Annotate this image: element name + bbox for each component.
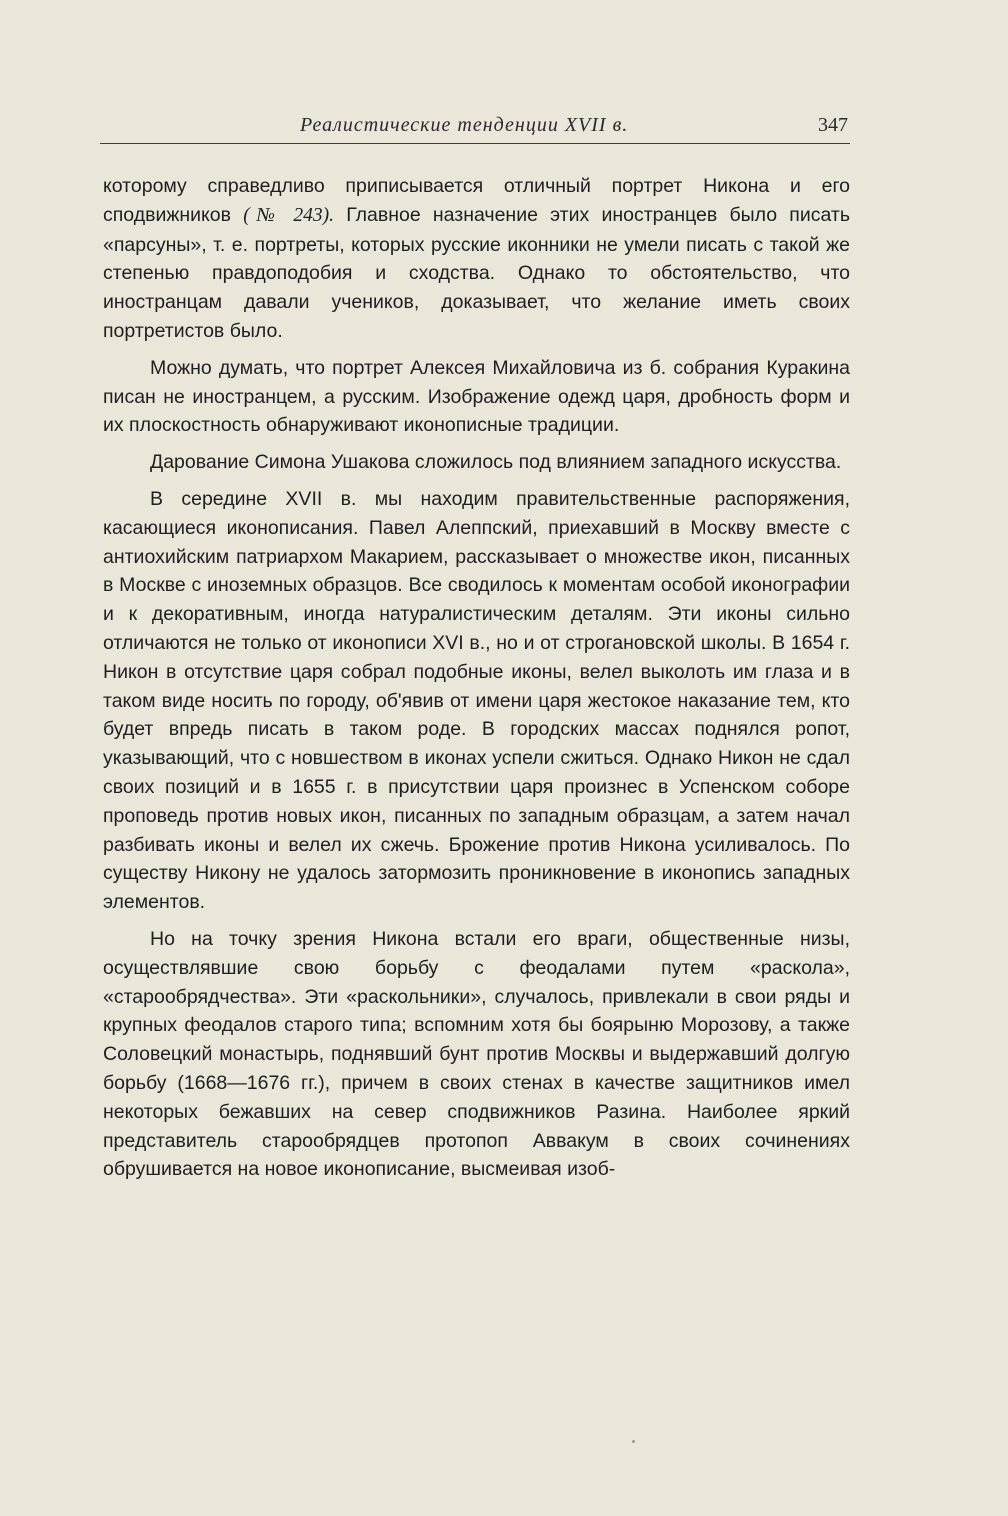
page-number: 347 (818, 114, 848, 136)
paragraph: Можно думать, что портрет Алексея Михайловича из б. собрания Куракина писан не иностранцем, а русским. Изображение одежд царя, дробность форм и их плоскостность обнаруживают иконописные традиции. (103, 356, 850, 437)
body-text (103, 172, 850, 1192)
paragraph: Дарование Симона Ушакова сложилось под влиянием западного искусства. (150, 451, 842, 474)
paragraph: Но на точку зрения Никона встали его враги, общественные низы, осуществлявшие свою борьбу с феодалами путем «раскола», «старообрядчества». Эти «раскольники», случалось, привлекали в свои ряды и крупных феодалов старого типа; вспомним хотя бы боярыню Морозову, а также Соловецкий монастырь, поднявший бунт против Москвы и выдержавший долгую борьбу (1668—1676 гг.), причем в своих стенах в качестве защитников имел некоторых бежавших на север сподвижников Разина. Наиболее яркий представитель старообрядцев протопоп Аввакум в своих сочинениях обрушивается на новое иконописание, высмеивая изоб- (103, 927, 850, 1181)
paragraph-continued (103, 172, 850, 346)
figure-reference: (№ 243). (243, 204, 334, 226)
running-header (100, 114, 850, 144)
paragraph-text: Главное назначение этих иностранцев было писать «парсуны», т. е. портреты, которых русские иконники не умели писать с такой же степенью правдоподобия и сходства. Однако то обстоятельство, что иностранцам давали учеников, доказывает, что желание иметь своих портретистов было. (103, 203, 851, 342)
header-rule (100, 143, 850, 144)
paper-speck (632, 1440, 635, 1443)
paragraph-text: которому справедливо приписывается отличный портрет Никона и его сподвижников (103, 175, 850, 226)
running-title: Реалистические тенденции XVII в. (300, 114, 629, 136)
paragraph: В середине XVII в. мы находим правительственные распоряжения, касающиеся иконописания. Павел Алеппский, приехавший в Москву вместе с антиохийским патриархом Макарием, рассказывает о множестве икон, писанных в Москве с иноземных образцов. Все сводилось к моментам особой иконографии и к декоративным, иногда натуралистическим деталям. Эти иконы сильно отличаются не только от иконописи XVI в., но и от строгановской школы. В 1654 г. Никон в отсутствие царя собрал подобные иконы, велел выколоть им глаза и в таком виде носить по городу, об'явив от имени царя жестокое наказание тем, кто будет впредь писать в таком роде. В городских массах поднялся ропот, указывающий, что с новшеством в иконах успели сжиться. Однако Никон не сдал своих позиций и в 1655 г. в присутствии царя произнес в Успенском соборе проповедь против новых икон, писанных по западным образцам, а затем начал разбивать иконы и велел их сжечь. Брожение против Никона усиливалось. По существу Никону не удалось затормозить проникновение в иконопись западных элементов. (103, 487, 850, 914)
